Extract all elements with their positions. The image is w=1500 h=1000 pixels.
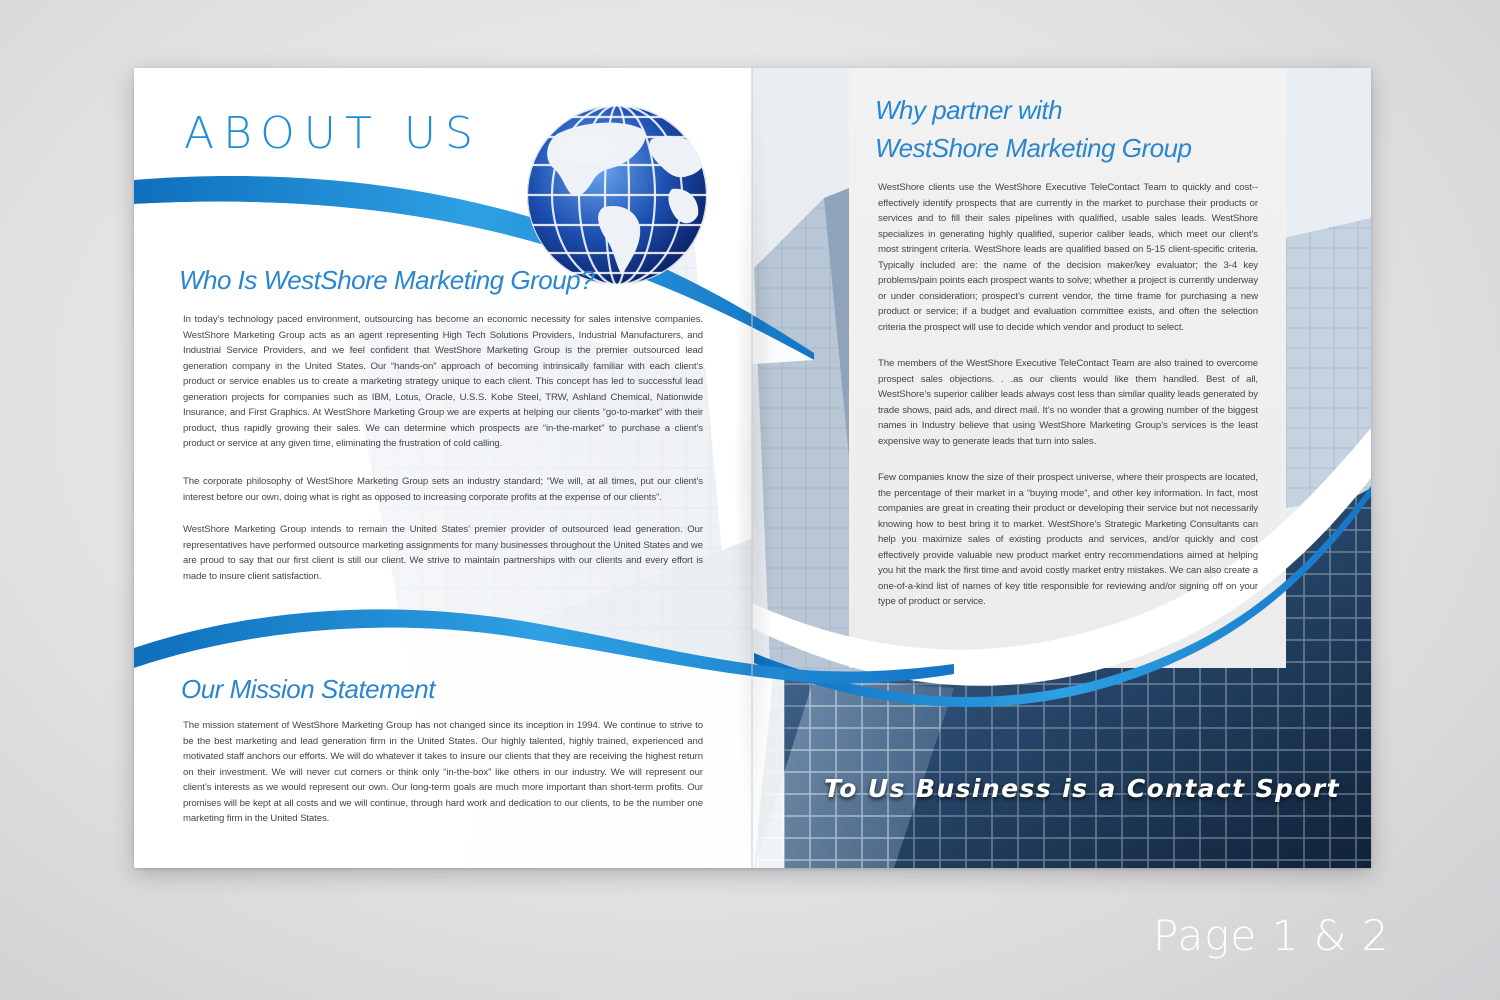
- tagline: To Us Business is a Contact Sport: [824, 774, 1341, 803]
- who-heading: Who Is WestShore Marketing Group?: [179, 265, 595, 295]
- who-paragraph-1: In today’s technology paced environment, outsourcing has become an economic necessity for sales intensive companies. WestShore Marketing Group acts as an agent representing High Tech Solutions Providers, Industrial Manufacturers, and Industrial Service Providers, and we feel confident that WestShore Marketing Group is the premier outsourced lead generation company in the United States. Our “hands-on” approach of becoming intrinsically familiar with each client’s product or service enables us to create a marketing strategy unique to each client. This concept has led to successful lead generation projects for companies such as IBM, Lotus, Oracle, U.S.S. Kobe Steel, TRW, Ashland Chemical, Nationwide Insurance, and First Graphics. At WestShore Marketing Group we are experts at helping our clients “go-to-market” with their product, thus rapidly growing their sales. We can determine which prospects are “in-the-market” to purchase a client’s product or service at any given time, eliminating the frustration of cold calling.: [183, 314, 703, 449]
- globe-icon: [524, 102, 710, 288]
- why-heading-line2: WestShore Marketing Group: [875, 133, 1192, 163]
- mission-heading: Our Mission Statement: [181, 674, 435, 704]
- page-number-label: Page 1 & 2: [1153, 911, 1390, 960]
- who-paragraph-3: WestShore Marketing Group intends to remain the United States’ premier provider of outsourced lead generation. Our representatives have performed outsource marketing assignments for many businesses throughout the United States and we are proud to say that our first client is still our client. We strive to maintain partnerships with our clients and every effort is made to insure client satisfaction.: [183, 524, 703, 582]
- brochure-spread: [134, 68, 1371, 868]
- why-heading-line1: Why partner with: [875, 95, 1063, 125]
- about-us-title: ABOUT US: [184, 108, 482, 159]
- why-paragraph-1: WestShore clients use the WestShore Executive TeleContact Team to quickly and cost--effectively identify prospects that are currently in the market to purchase their products or services and to fill their sales pipelines with qualified, usable sales leads. WestShore specializes in generating highly qualified, superior caliber leads, which meet our client’s most stringent criteria. WestShore leads are qualified based on 5-15 client-specific criteria. Typically included are: the name of the decision maker/key evaluator; the 3-4 key problems/pain points each prospect wants to solve; whether a project is currently underway or under consideration; prospect’s current vendor, the time frame for purchasing a new product or service; if a budget and evaluation committee exists, and often the selection criteria the prospect will use to decide which vendor and product to select.: [878, 182, 1258, 333]
- who-paragraph-2: The corporate philosophy of WestShore Marketing Group sets an industry standard; “We will, at all times, put our client’s interest before our own, doing what is right as opposed to increasing corporate profits at the expense of our clients”.: [183, 476, 703, 503]
- why-paragraph-3: Few companies know the size of their prospect universe, where their prospects are located, the percentage of their market in a “buying mode”, and other key information. In fact, most companies are great in creating their product or developing their service but not necessarily knowing how to best bring it to market. WestShore’s Strategic Marketing Consultants can help you maximize sales of existing products and services, and/or quickly and cost effectively provide valuable new product market entry recommendations aimed at helping you hit the mark the first time and avoid costly market entry mistakes. We can also create a one-of-a-kind list of names of key title responsible for reviewing and/or signing off on your type of product or service.: [878, 472, 1258, 607]
- why-paragraph-2: The members of the WestShore Executive TeleContact Team are also trained to overcome prospect sales objections. . .as our clients would like them handled. Best of all, WestShore’s superior caliber leads always cost less than similar quality leads generated by trade shows, paid ads, and direct mail. It’s no wonder that a growing number of the biggest names in Industry believe that using WestShore Marketing Group’s services is the least expensive way to generate leads that turn into sales.: [878, 358, 1258, 447]
- mission-paragraph: The mission statement of WestShore Marketing Group has not changed since its inception in 1994. We continue to strive to be the best marketing and lead generation firm in the United States. Our highly talented, highly trained, experienced and motivated staff anchors our efforts. We will do whatever it takes to insure our clients that they are receiving the highest return on their investment. We will never cut corners or think only “in-the-box” like others in our industry. We will represent our client’s interests as we would represent our own. Our long-term goals are much more important than short-term profits. Our promises will be kept at all costs and we will continue, through hard work and dedication to our clients, to be the number one marketing firm in the United States.: [183, 720, 703, 824]
